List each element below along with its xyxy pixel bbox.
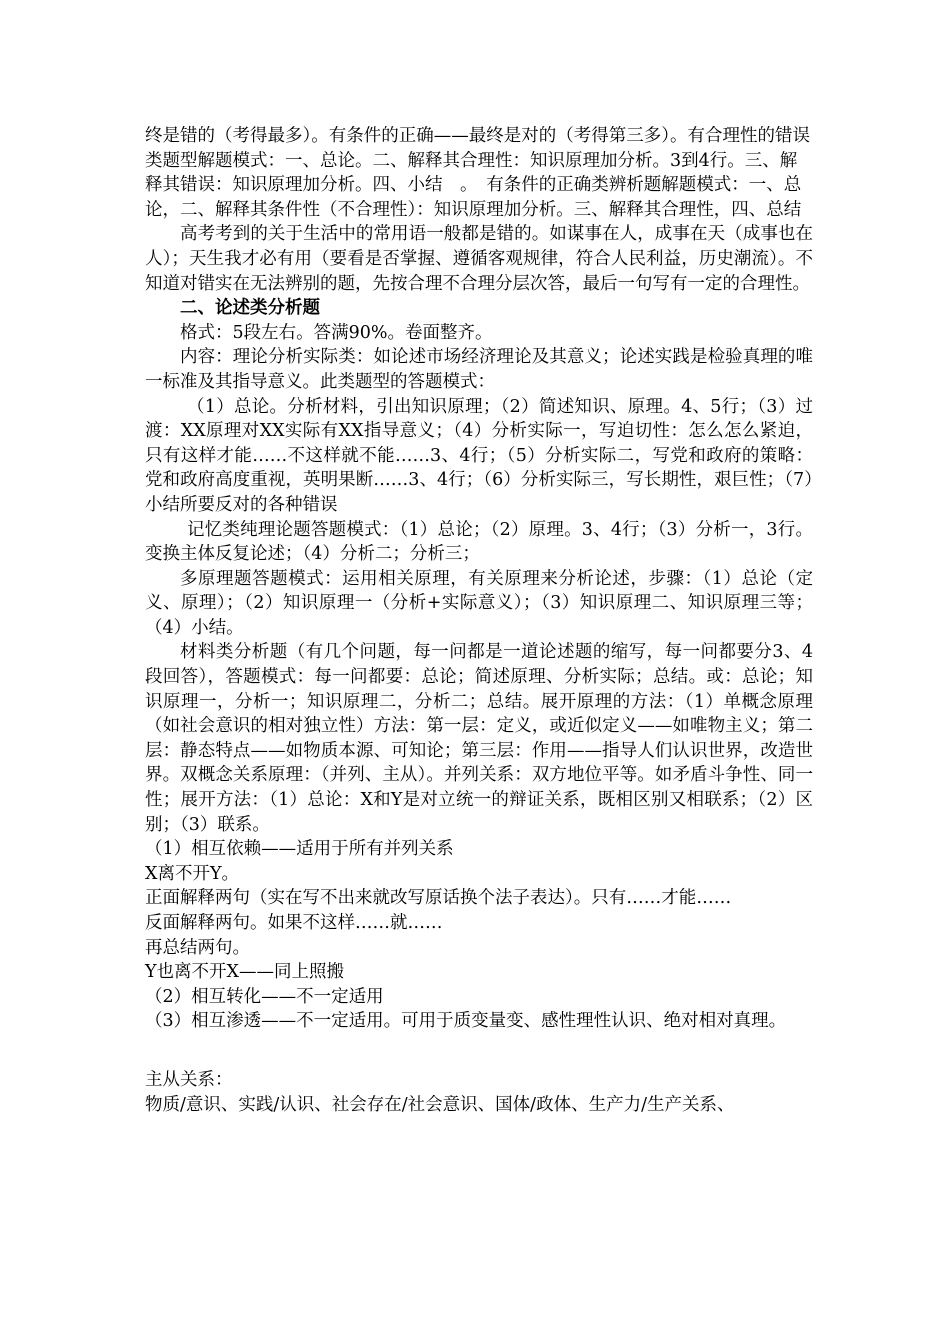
line-relation-pairs: 物质/意识、实践/认识、社会存在/社会意识、国体/政体、生产力/生产关系、 bbox=[145, 1094, 735, 1115]
section-heading-essay-analysis: 二、论述类分析题 bbox=[180, 298, 320, 319]
paragraph-multi-principle: 多原理题答题模式：运用相关原理，有关原理来分析论述，步骤：（1）总论（定义、原理）；（2）知识原理一（分析+实际意义）；（3）知识原理二、知识原理三等；（4）小结。 bbox=[145, 568, 813, 638]
line-y-needs-x: Y也离不开X——同上照搬 bbox=[145, 962, 345, 983]
line-mutual-dependence: （1）相互依赖——适用于所有并列关系 bbox=[145, 839, 454, 860]
paragraph-memory-type: 记忆类纯理论题答题模式：（1）总论；（2）原理。3、4行；（3）分析一，3行。变换主体反复论述；（4）分析二；分析三； bbox=[145, 519, 813, 565]
line-mutual-transformation: （2）相互转化——不一定适用 bbox=[145, 986, 384, 1007]
document-body bbox=[145, 124, 813, 1117]
paragraph-material-analysis: 材料类分析题（有几个问题，每一问都是一道论述题的缩写，每一问都要分3、4段回答），答题模式：每一问都要：总论；简述原理、分析实际；总结。或：总论；知识原理一，分析一；知识原理二，分析二；总结。展开原理的方法：（1）单概念原理（如社会意识的相对独立性）方法：第一层：定义，或近似定义——如唯物主义；第二层：静态特点——如物质本源、可知论；第三层：作用——指导人们认识世界，改造世界。双概念关系原理：（并列、主从）。并列关系：双方地位平等。如矛盾斗争性、同一性；展开方法：（1）总论：X和Y是对立统一的辩证关系，既相区别又相联系；（2）区别；（3）联系。 bbox=[145, 642, 813, 835]
line-summary: 再总结两句。 bbox=[145, 937, 250, 958]
line-negative-explanation: 反面解释两句。如果不这样……就…… bbox=[145, 913, 443, 933]
line-positive-explanation: 正面解释两句（实在写不出来就改写原话换个法子表达）。只有……才能…… bbox=[145, 888, 732, 909]
paragraph-judgment-types: 终是错的（考得最多）。有条件的正确——最终是对的（考得第三多）。有合理性的错误类题型解题模式：一、总论。二、解释其合理性：知识原理加分析。3到4行。三、解释其错误：知识原理加分析。四、小结 。 有条件的正确类辨析题解题模式：一、总论，二、解释其条件性（不合理性）：知识原理加分析。三、解释其合理性，四、总结 bbox=[145, 126, 810, 220]
line-primary-secondary: 主从关系： bbox=[145, 1069, 233, 1090]
paragraph-answer-steps: （1）总论。分析材料，引出知识原理；（2）简述知识、原理。4、5行；（3）过渡：XX原理对XX实际有XX指导意义；（4）分析实际一，写迫切性：怎么怎么紧迫，只有这样才能……不这样就不能……3、4行；（5）分析实际二，写党和政府的策略：党和政府高度重视，英明果断……3、4行；（6）分析实际三，写长期性，艰巨性；（7）小结所要反对的各种错误 bbox=[145, 396, 813, 515]
paragraph-format: 格式：5段左右。答满90%。卷面整齐。 bbox=[180, 322, 493, 343]
paragraph-common-sayings: 高考考到的关于生活中的常用语一般都是错的。如谋事在人，成事在天（成事也在人）；天生我才必有用（要看是否掌握、遵循客观规律，符合人民利益，历史潮流）。不知道对错实在无法辨别的题，先按合理不合理分层次答，最后一句写有一定的合理性。 bbox=[145, 224, 813, 294]
line-x-needs-y: X离不开Y。 bbox=[145, 863, 240, 884]
line-mutual-penetration: （3）相互渗透——不一定适用。可用于质变量变、感性理性认识、绝对相对真理。 bbox=[145, 1011, 787, 1032]
paragraph-content: 内容：理论分析实际类：如论述市场经济理论及其意义；论述实践是检验真理的唯一标准及其指导意义。此类题型的答题模式： bbox=[145, 347, 813, 392]
